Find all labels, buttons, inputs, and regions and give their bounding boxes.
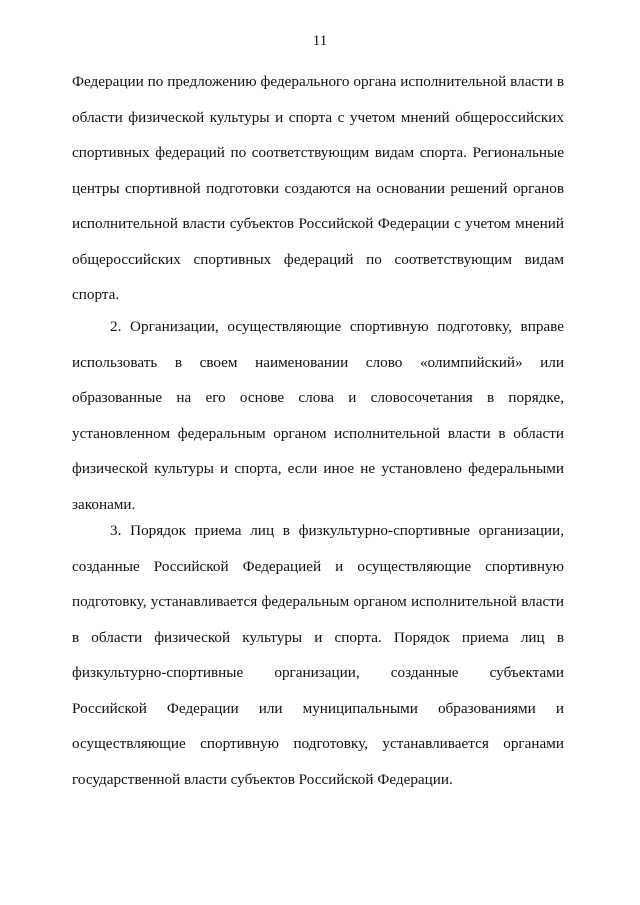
paragraph-line: установленном федеральным органом исполнительной власти в области <box>72 424 564 442</box>
paragraph-line: подготовку, устанавливается федеральным органом исполнительной власти <box>72 593 564 610</box>
paragraph-line: спорта. <box>72 286 120 303</box>
paragraph-line: физкультурно-спортивные организации, созданные субъектами <box>72 664 564 681</box>
paragraph-line: Федерации по предложению федерального органа исполнительной власти в <box>72 73 564 90</box>
paragraph-line: образованные на его основе слова и словосочетания в порядке, <box>72 389 564 406</box>
paragraph-3 <box>72 513 564 797</box>
paragraph-line: центры спортивной подготовки создаются на основании решений органов <box>72 179 564 197</box>
page-number: 11 <box>312 33 328 49</box>
paragraph-line: в области физической культуры и спорта. Порядок приема лиц в <box>72 628 564 646</box>
paragraph-line: области физической культуры и спорта с учетом мнений общероссийских <box>72 108 564 126</box>
paragraph-1 <box>72 64 564 313</box>
paragraph-line: физической культуры и спорта, если иное не установлено федеральными <box>72 460 564 477</box>
paragraph-line: спортивных федераций по соответствующим видам спорта. Региональные <box>72 144 564 161</box>
paragraph-line: общероссийских спортивных федераций по соответствующим видам <box>72 250 564 268</box>
paragraph-2 <box>72 309 564 522</box>
paragraph-line: Российской Федерации или муниципальными образованиями и <box>72 699 564 717</box>
paragraph-line: законами. <box>72 495 136 513</box>
paragraph-line: исполнительной власти субъектов Российской Федерации с учетом мнений <box>72 215 564 232</box>
paragraph-line: осуществляющие спортивную подготовку, устанавливается органами <box>72 735 564 752</box>
paragraph-line: 3. Порядок приема лиц в физкультурно-спортивные организации, <box>110 522 564 539</box>
paragraph-line: государственной власти субъектов Российской Федерации. <box>72 770 453 788</box>
paragraph-line: использовать в своем наименовании слово «олимпийский» или <box>72 353 564 371</box>
paragraph-line: 2. Организации, осуществляющие спортивную подготовку, вправе <box>110 318 564 335</box>
paragraph-line: созданные Российской Федерацией и осуществляющие спортивную <box>72 557 564 575</box>
